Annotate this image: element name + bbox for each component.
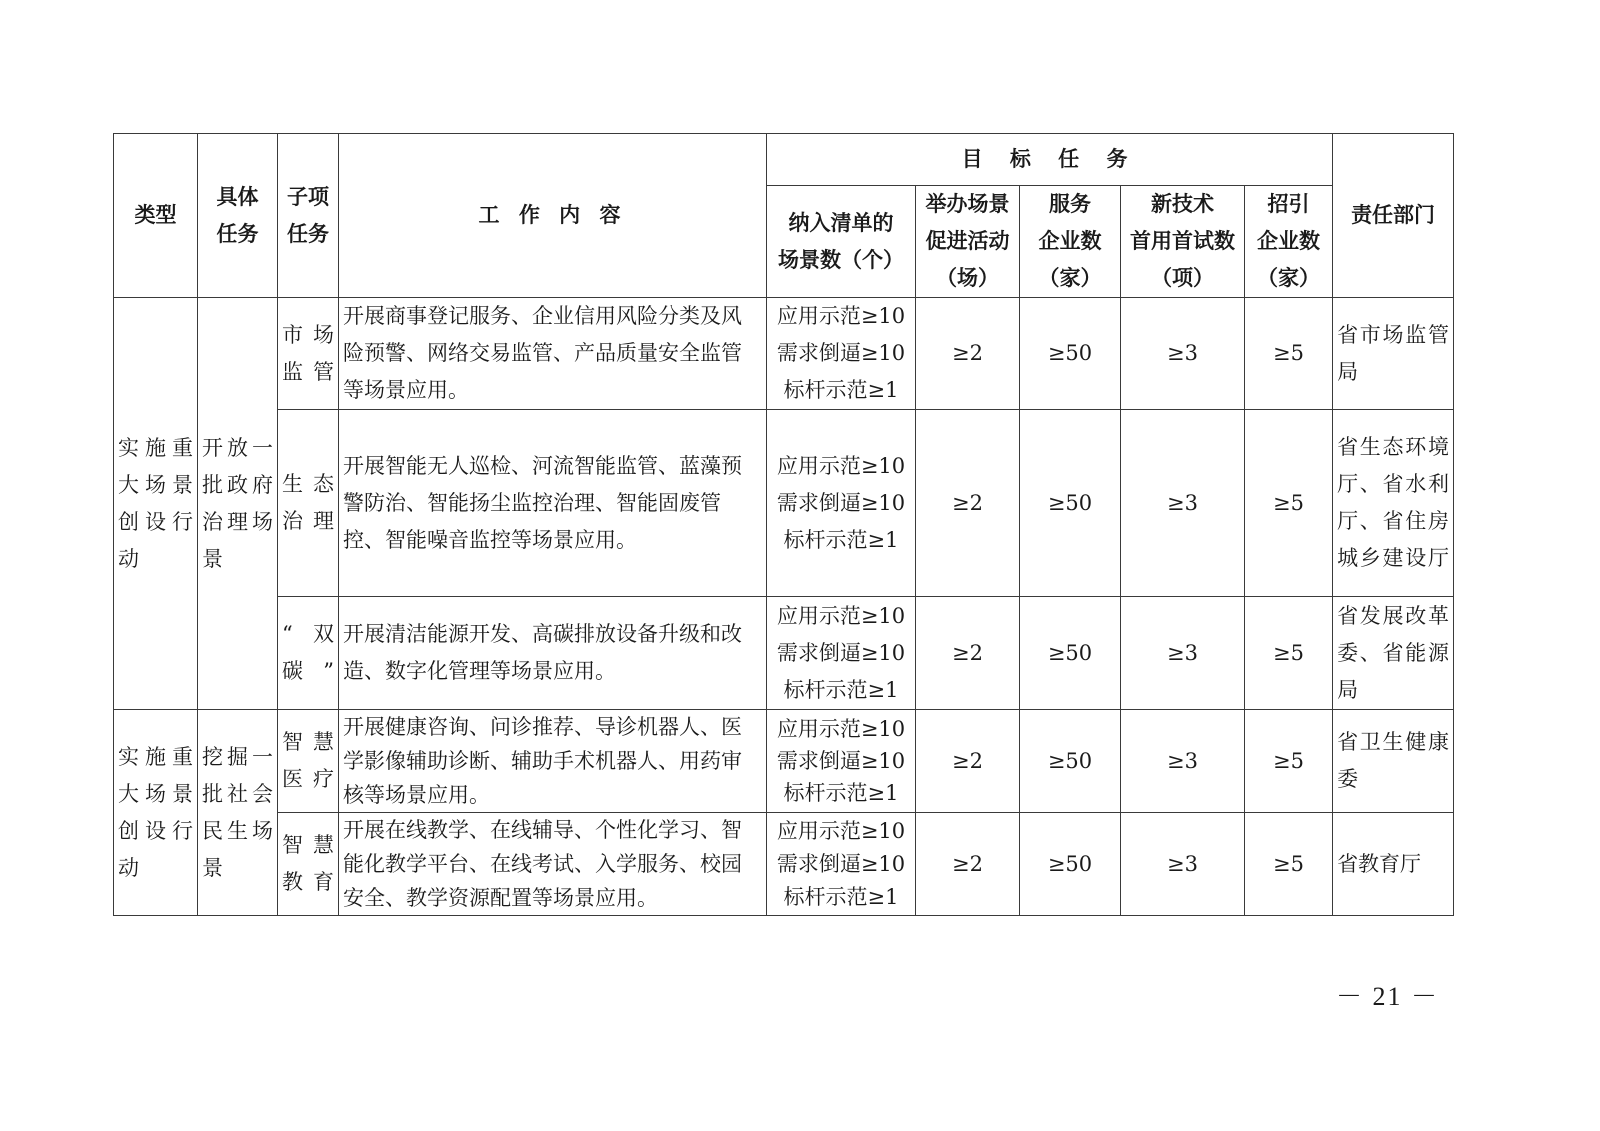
activities-cell: ≥2 (916, 813, 1020, 916)
scene-count-cell (767, 298, 916, 410)
header-type-text: 类型 (134, 203, 177, 227)
subtask-cell: 生态治理 (278, 410, 339, 597)
scene-count-line: 标杆示范≥1 (783, 781, 899, 805)
table-row (114, 410, 1454, 597)
type-cell: 实施重大场景创设行动 (114, 710, 198, 916)
service-companies-cell: ≥50 (1020, 597, 1121, 710)
scene-count-line: 需求倒逼≥10 (776, 341, 906, 365)
service-companies-cell: ≥50 (1020, 410, 1121, 597)
header-activities-line: （场） (936, 266, 999, 290)
service-companies-cell: ≥50 (1020, 710, 1121, 813)
subtask-cell: 智慧医疗 (278, 710, 339, 813)
header-new-tech (1121, 186, 1245, 298)
table-row (114, 813, 1454, 916)
scene-count-line: 标杆示范≥1 (783, 378, 899, 402)
table-row (114, 597, 1454, 710)
header-service-companies (1020, 186, 1121, 298)
scene-count-line: 需求倒逼≥10 (776, 490, 906, 515)
attracted-companies-cell: ≥5 (1245, 298, 1333, 410)
content-cell: 开展健康咨询、问诊推荐、导诊机器人、医学影像辅助诊断、辅助手术机器人、用药审核等场景应用。 (339, 710, 767, 813)
activities-cell: ≥2 (916, 597, 1020, 710)
scene-count-cell (767, 813, 916, 916)
task-cell: 挖掘一批社会民生场景 (198, 710, 278, 916)
service-companies-cell: ≥50 (1020, 298, 1121, 410)
header-subtask-line: 任务 (287, 221, 329, 246)
content-cell: 开展智能无人巡检、河流智能监管、蓝藻预警防治、智能扬尘监控治理、智能固废管控、智能噪音监控等场景应用。 (339, 410, 767, 597)
new-tech-cell: ≥3 (1121, 298, 1245, 410)
new-tech-cell: ≥3 (1121, 813, 1245, 916)
header-activities (916, 186, 1020, 298)
header-content-text: 工 作 内 容 (478, 203, 627, 227)
header-attracted-line: 招引 (1267, 192, 1310, 216)
header-department-text: 责任部门 (1351, 203, 1436, 227)
header-targets-text: 目 标 任 务 (961, 147, 1138, 171)
attracted-companies-cell: ≥5 (1245, 813, 1333, 916)
attracted-companies-cell: ≥5 (1245, 710, 1333, 813)
attracted-companies-cell: ≥5 (1245, 597, 1333, 710)
scene-count-line: 标杆示范≥1 (783, 677, 899, 702)
header-service-line: 服务 (1049, 192, 1091, 216)
header-attracted-companies (1245, 186, 1333, 298)
page-number: － 21 － (1336, 982, 1440, 1011)
header-new-tech-line: （项） (1151, 266, 1214, 290)
table-row (114, 710, 1454, 813)
header-service-line: 企业数 (1038, 229, 1102, 253)
content-cell: 开展商事登记服务、企业信用风险分类及风险预警、网络交易监管、产品质量安全监管等场景应用。 (339, 298, 767, 410)
department-cell: 省生态环境厅、省水利厅、省住房城乡建设厅 (1333, 410, 1454, 597)
header-targets-group (767, 134, 1333, 186)
header-subtask (278, 134, 339, 298)
department-cell: 省市场监管局 (1333, 298, 1454, 410)
scene-count-line: 需求倒逼≥10 (776, 851, 906, 876)
target-task-table (113, 133, 1454, 916)
scene-count-line: 应用示范≥10 (776, 818, 906, 843)
header-task (198, 134, 278, 298)
department-cell: 省发展改革委、省能源局 (1333, 597, 1454, 710)
scene-count-cell (767, 597, 916, 710)
scene-count-line: 标杆示范≥1 (783, 884, 899, 909)
new-tech-cell: ≥3 (1121, 410, 1245, 597)
header-new-tech-line: 首用首试数 (1130, 229, 1235, 253)
scene-count-cell (767, 710, 916, 813)
header-activities-line: 促进活动 (925, 229, 1010, 253)
service-companies-cell: ≥50 (1020, 813, 1121, 916)
header-scene-count-line: 纳入清单的 (788, 210, 894, 235)
header-attracted-line: 企业数 (1257, 229, 1321, 253)
content-cell: 开展在线教学、在线辅导、个性化学习、智能化教学平台、在线考试、入学服务、校园安全、教学资源配置等场景应用。 (339, 813, 767, 916)
subtask-cell: “双碳” (278, 597, 339, 710)
scene-count-line: 应用示范≥10 (776, 453, 906, 478)
task-cell: 开放一批政府治理场景 (198, 298, 278, 710)
header-type (114, 134, 198, 298)
activities-cell: ≥2 (916, 410, 1020, 597)
subtask-cell: 智慧教育 (278, 813, 339, 916)
header-content (339, 134, 767, 298)
scene-count-line: 应用示范≥10 (776, 304, 906, 328)
scene-count-line: 标杆示范≥1 (783, 527, 899, 552)
table-row (114, 298, 1454, 410)
new-tech-cell: ≥3 (1121, 710, 1245, 813)
header-new-tech-line: 新技术 (1151, 192, 1214, 216)
scene-count-line: 应用示范≥10 (776, 603, 906, 628)
scene-count-line: 需求倒逼≥10 (776, 749, 906, 773)
new-tech-cell: ≥3 (1121, 597, 1245, 710)
header-subtask-line: 子项 (287, 184, 329, 209)
scene-count-line: 应用示范≥10 (776, 717, 906, 741)
header-service-line: （家） (1038, 266, 1102, 290)
attracted-companies-cell: ≥5 (1245, 410, 1333, 597)
department-cell: 省卫生健康委 (1333, 710, 1454, 813)
type-cell: 实施重大场景创设行动 (114, 298, 198, 710)
header-attracted-line: （家） (1257, 266, 1321, 290)
scene-count-cell (767, 410, 916, 597)
department-cell: 省教育厅 (1333, 813, 1454, 916)
header-task-line: 任务 (216, 221, 259, 246)
scene-count-line: 需求倒逼≥10 (776, 640, 906, 665)
subtask-cell: 市场监管 (278, 298, 339, 410)
header-scene-count-line: 场景数（个） (778, 247, 904, 272)
activities-cell: ≥2 (916, 710, 1020, 813)
header-department (1333, 134, 1454, 298)
activities-cell: ≥2 (916, 298, 1020, 410)
header-task-line: 具体 (216, 184, 259, 209)
header-activities-line: 举办场景 (925, 192, 1010, 216)
content-cell: 开展清洁能源开发、高碳排放设备升级和改造、数字化管理等场景应用。 (339, 597, 767, 710)
header-scene-count (767, 186, 916, 298)
